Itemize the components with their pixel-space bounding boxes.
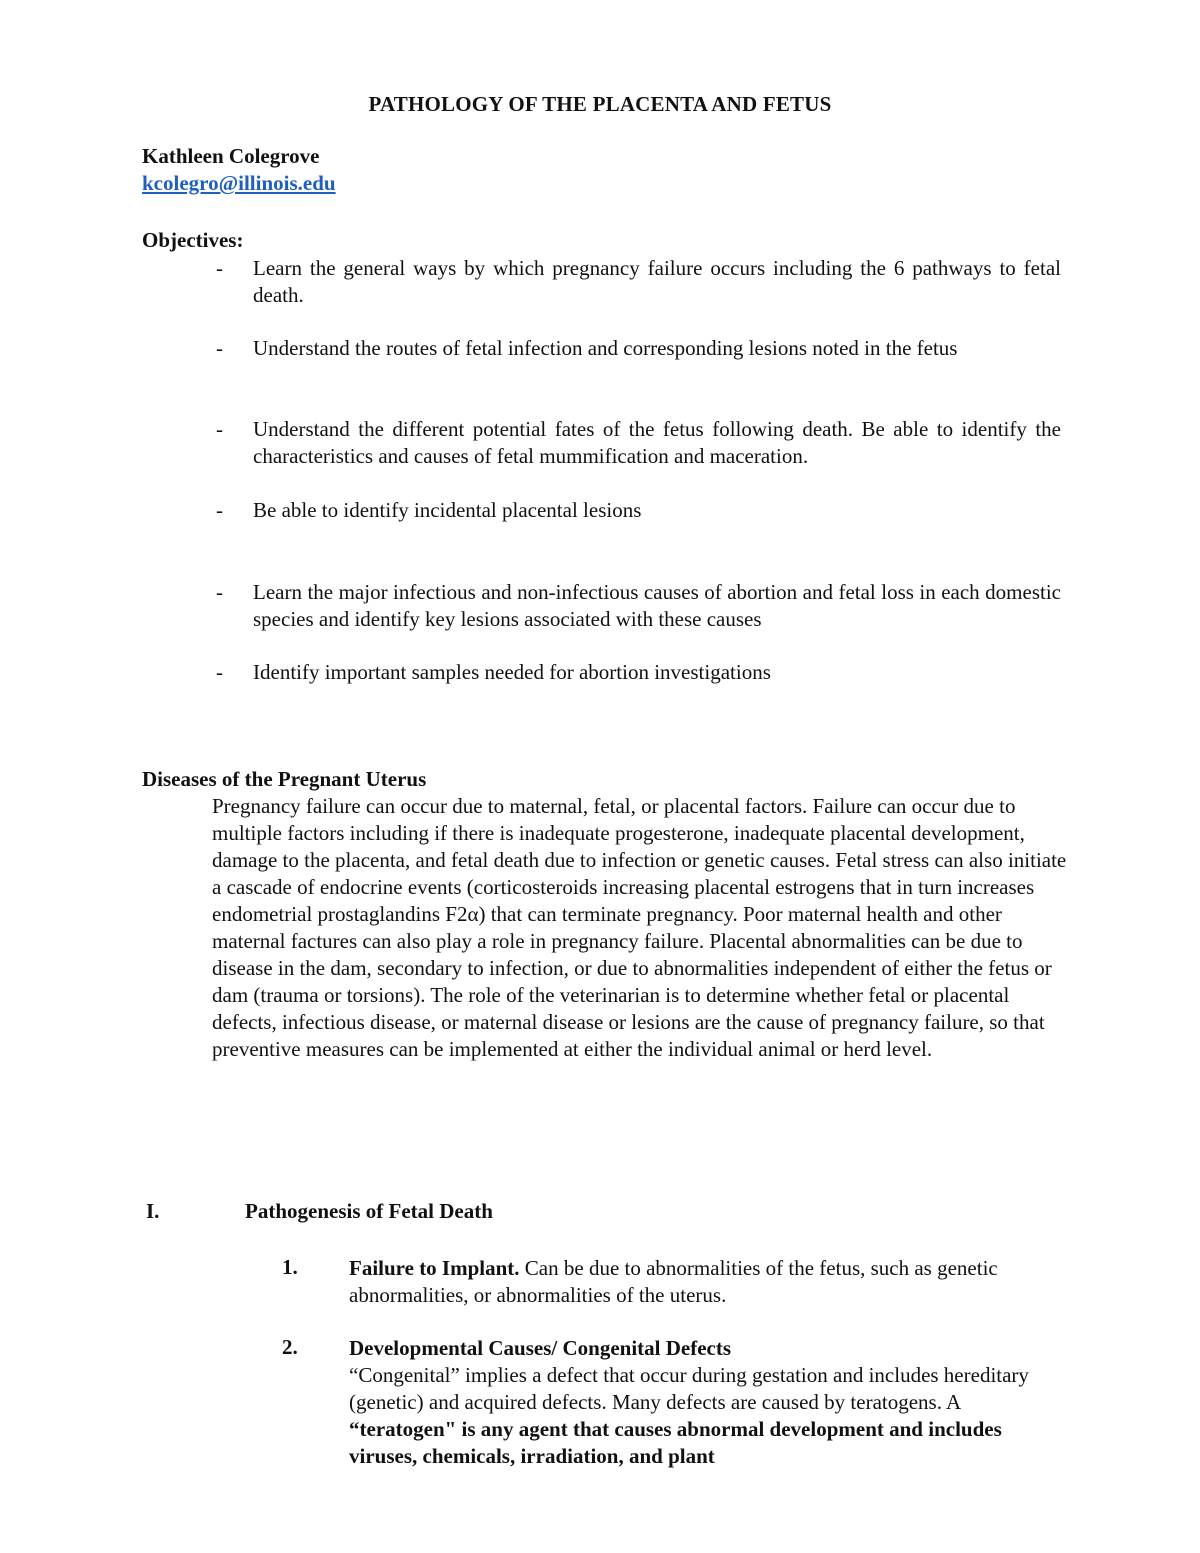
section-heading: Pathogenesis of Fetal Death (245, 1199, 493, 1223)
bullet-dash: - (216, 256, 223, 280)
objective-item (216, 335, 1061, 362)
objective-text: Understand the routes of fetal infection and corresponding lesions noted in the fetus (253, 336, 958, 360)
objective-item (216, 579, 1061, 633)
objective-text: Identify important samples needed for abortion investigations (253, 660, 771, 684)
objective-item (216, 255, 1061, 309)
section-numeral: I. (146, 1199, 160, 1223)
item-text: Can be due to abnormalities of the fetus, such as genetic abnormalities, or abnormalities of the uterus. (349, 1256, 998, 1307)
objective-item (216, 659, 1061, 686)
objective-text: Learn the major infectious and non-infectious causes of abortion and fetal loss in each domestic species and identify key lesions associated with these causes (253, 580, 1061, 631)
item-number: 2. (282, 1335, 298, 1359)
document-title: PATHOLOGY OF THE PLACENTA AND FETUS (368, 92, 832, 116)
objective-text: Learn the general ways by which pregnancy failure occurs including the 6 pathways to fetal death. (253, 256, 1061, 307)
item-title: Developmental Causes/ Congenital Defects (349, 1336, 732, 1360)
diseases-paragraph: Pregnancy failure can occur due to maternal, fetal, or placental factors. Failure can occur due to multiple factors including if there is inadequate progesterone, inadequate placental development, damage to the placenta, and fetal death due to infection or genetic causes. Fetal stress can also initiate a cascade of endocrine events (corticosteroids increasing placental estrogens that in turn increases endometrial prostaglandins F2α) that can terminate pregnancy. Poor maternal health and other maternal factures can also play a role in pregnancy failure. Placental abnormalities can be due to disease in the dam, secondary to infection, or due to abnormalities independent of either the fetus or dam (trauma or torsions). The role of the veterinarian is to determine whether fetal or placental defects, infectious disease, or maternal disease or lesions are the cause of pregnancy failure, so that preventive measures can be implemented at either the individual animal or herd level. (212, 794, 1067, 1061)
item-bold-text: “teratogen" is any agent that causes abnormal development and includes viruses, chemicals, irradiation, and plant (349, 1417, 1002, 1468)
objective-item (216, 497, 1061, 524)
item-title: Failure to Implant. (349, 1256, 520, 1280)
objective-text: Be able to identify incidental placental lesions (253, 498, 642, 522)
author-name: Kathleen Colegrove (142, 144, 320, 168)
bullet-dash: - (216, 580, 223, 604)
bullet-dash: - (216, 498, 223, 522)
section-item-failure-to-implant (349, 1255, 1049, 1309)
item-number: 1. (282, 1255, 298, 1279)
bullet-dash: - (216, 660, 223, 684)
item-text: “Congenital” implies a defect that occur during gestation and includes hereditary (genetic) and acquired defects. Many defects are caused by teratogens. A (349, 1363, 1029, 1414)
diseases-heading: Diseases of the Pregnant Uterus (142, 767, 427, 791)
author-email-link[interactable]: kcolegro@illinois.edu (142, 171, 336, 195)
bullet-dash: - (216, 417, 223, 441)
bullet-dash: - (216, 336, 223, 360)
section-item-congenital-defects (349, 1335, 1049, 1470)
objective-text: Understand the different potential fates of the fetus following death. Be able to identify the characteristics and causes of fetal mummification and maceration. (253, 417, 1061, 468)
objectives-heading: Objectives: (142, 228, 244, 252)
objective-item (216, 416, 1061, 470)
